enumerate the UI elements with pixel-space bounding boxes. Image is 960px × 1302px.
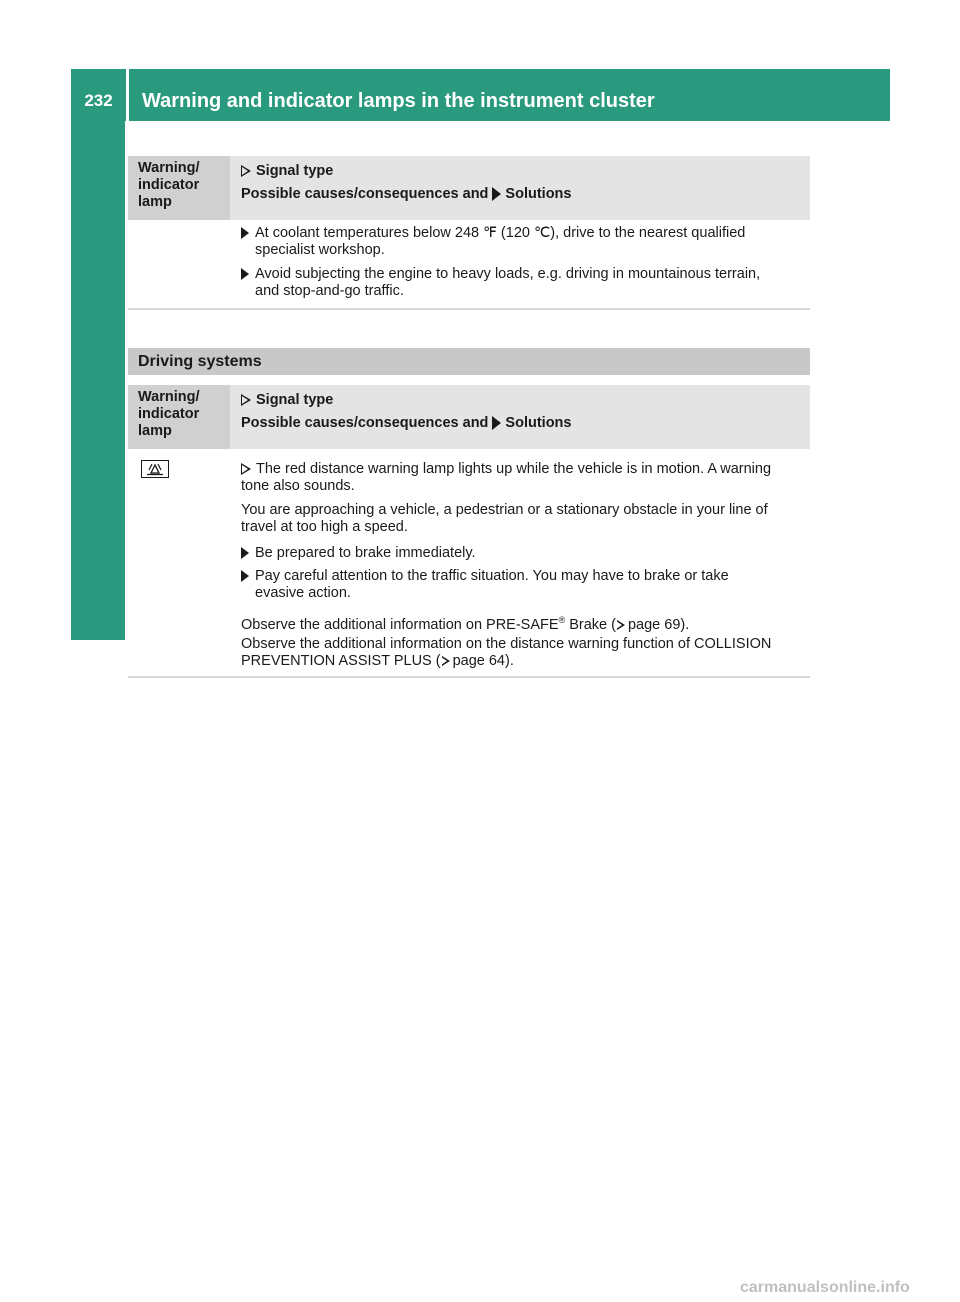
page-reference-icon bbox=[617, 620, 625, 630]
signal-column-header bbox=[230, 156, 810, 220]
cause-text: You are approaching a vehicle, a pedestrian or a stationary obstacle in your line of bbox=[241, 502, 768, 518]
solutions-icon bbox=[492, 187, 501, 201]
lamp-header-line: Warning/ bbox=[138, 389, 200, 405]
bullet-text: specialist workshop. bbox=[255, 242, 385, 258]
signal-type-label: Signal type bbox=[256, 163, 334, 179]
causes-label: Possible causes/consequences and bbox=[241, 186, 489, 202]
bullet-text: evasive action. bbox=[255, 585, 351, 601]
lamp-header-line: Warning/ bbox=[138, 160, 200, 176]
page-header bbox=[71, 69, 890, 121]
action-arrow-icon bbox=[241, 570, 249, 582]
note-text: Brake ( bbox=[565, 616, 616, 633]
sidebar-label: On-board computer and displays bbox=[86, 253, 109, 567]
bullet-text: Avoid subjecting the engine to heavy loads, e.g. driving in mountainous terrain, bbox=[255, 266, 761, 282]
table-divider bbox=[128, 308, 810, 310]
page-number: 232 bbox=[84, 91, 113, 110]
lamp-header-line: indicator bbox=[138, 177, 200, 193]
bullet-text: At coolant temperatures below 248 ℉ (120 ℃), drive to the nearest qualified bbox=[255, 225, 746, 241]
lamp-column-header bbox=[128, 385, 230, 449]
collision-prevention-note bbox=[241, 636, 771, 670]
signal-type-label: Signal type bbox=[256, 392, 334, 408]
solutions-icon bbox=[492, 416, 501, 430]
signal-type-icon bbox=[241, 394, 251, 406]
signal-text: The red distance warning lamp lights up while the vehicle is in motion. A warning bbox=[256, 461, 772, 477]
cause-text: travel at too high a speed. bbox=[241, 519, 408, 535]
action-arrow-icon bbox=[241, 268, 249, 280]
header-title: Warning and indicator lamps in the instrument cluster bbox=[142, 90, 655, 112]
note-text: Observe the additional information on the distance warning function of COLLISION bbox=[241, 636, 772, 652]
cause-description bbox=[241, 502, 768, 536]
page-reference-icon bbox=[442, 656, 450, 666]
table-divider bbox=[128, 676, 810, 678]
action-arrow-icon bbox=[241, 547, 249, 559]
bullet-text: Be prepared to brake immediately. bbox=[255, 545, 476, 561]
action-arrow-icon bbox=[241, 227, 249, 239]
lamp-header-line: lamp bbox=[138, 423, 172, 439]
solutions-label: Solutions bbox=[505, 186, 572, 202]
signal-description bbox=[241, 461, 771, 495]
pre-safe-note bbox=[241, 612, 689, 634]
header-divider bbox=[126, 69, 129, 121]
watermark: carmanualsonline.info bbox=[740, 1279, 910, 1296]
signal-text: tone also sounds. bbox=[241, 478, 355, 494]
solutions-label: Solutions bbox=[505, 415, 572, 431]
registered-mark: ® bbox=[558, 615, 566, 625]
note-text: PREVENTION ASSIST PLUS ( bbox=[241, 653, 441, 669]
lamp-column-header bbox=[128, 156, 230, 220]
distance-warning-lamp-icon bbox=[141, 460, 169, 478]
note-text: Observe the additional information on PRE-SAFE bbox=[241, 616, 559, 633]
lamp-header-line: indicator bbox=[138, 406, 200, 422]
signal-type-icon bbox=[241, 463, 251, 475]
page-reference-link[interactable]: page 64). bbox=[452, 653, 514, 669]
bullet-text: and stop-and-go traffic. bbox=[255, 283, 404, 299]
signal-column-header bbox=[230, 385, 810, 449]
page-reference-link[interactable]: page 69). bbox=[627, 616, 690, 633]
signal-type-icon bbox=[241, 165, 251, 177]
causes-label: Possible causes/consequences and bbox=[241, 415, 489, 431]
section-title: Driving systems bbox=[128, 348, 810, 375]
lamp-header-line: lamp bbox=[138, 194, 172, 210]
bullet-text: Pay careful attention to the traffic situation. You may have to brake or take bbox=[255, 568, 729, 584]
